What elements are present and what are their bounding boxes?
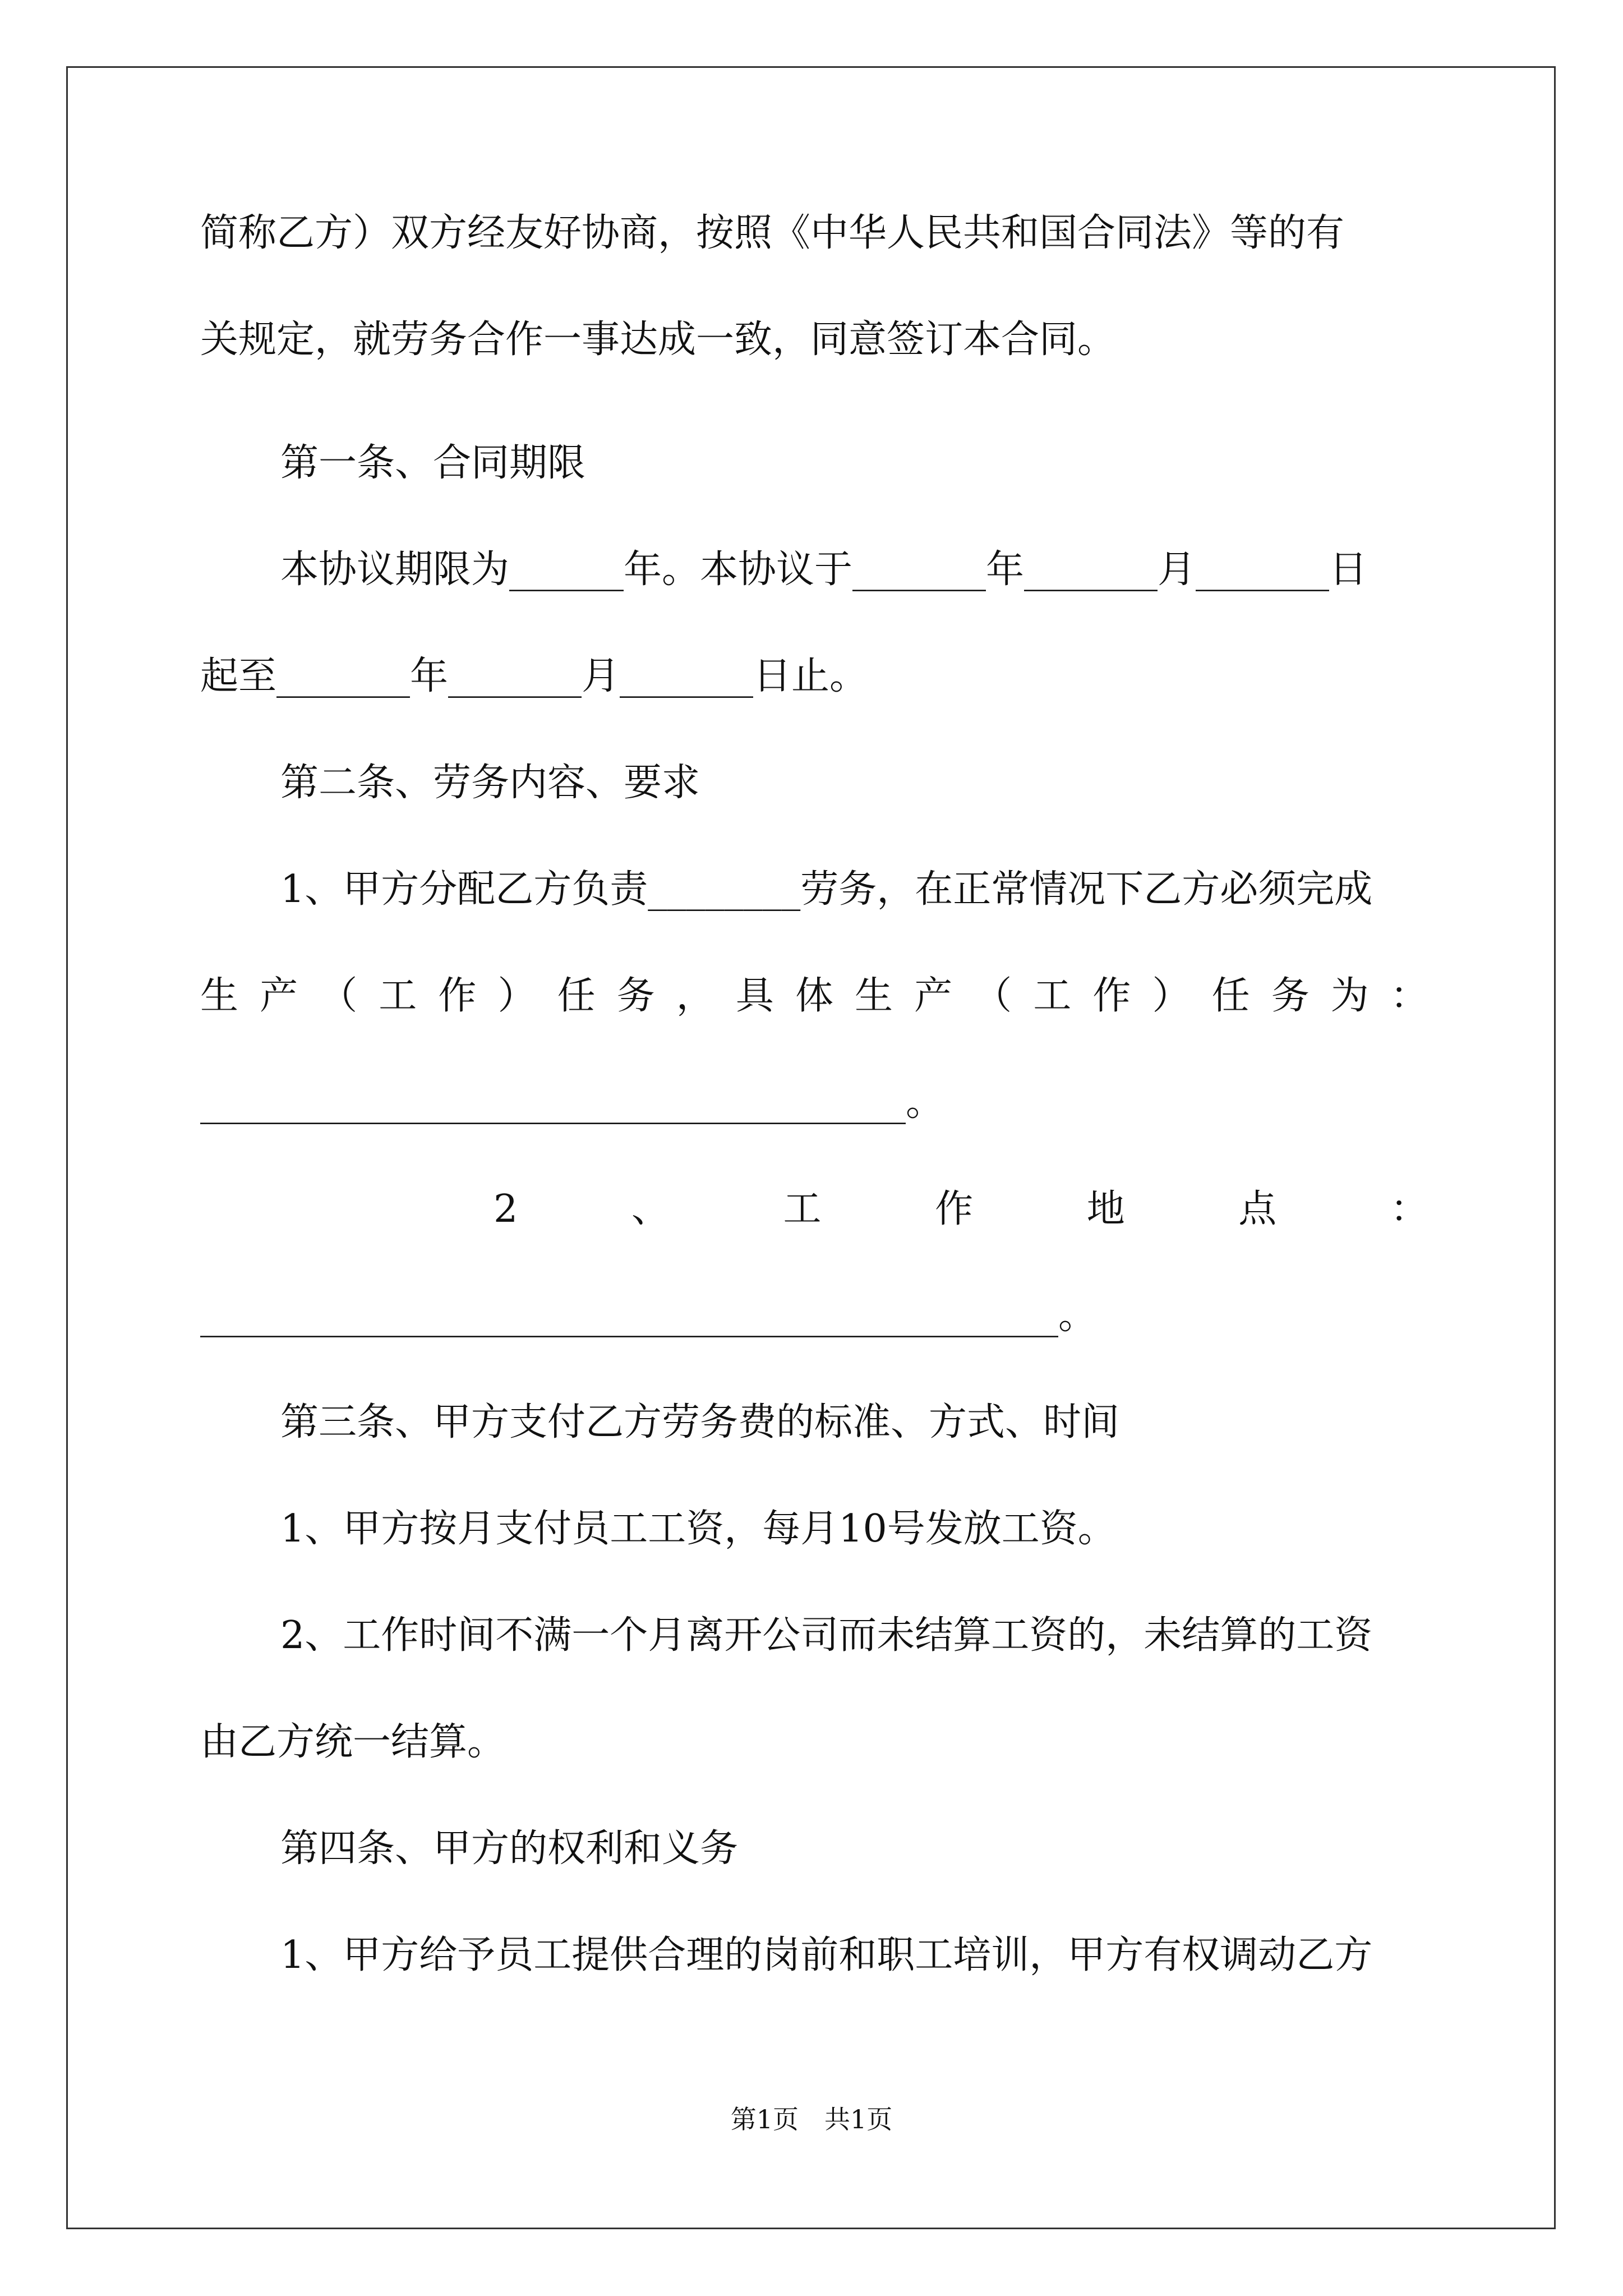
paragraph-line: 1、甲方给予员工提供合理的岗前和职工培训，甲方有权调动乙方 xyxy=(280,1933,1373,1977)
paragraph-line: 本协议期限为______年。本协议于_______年_______月_______日 xyxy=(280,547,1368,592)
paragraph-line: 2、工作时间不满一个月离开公司而未结算工资的，未结算的工资 xyxy=(280,1613,1373,1658)
blank-fill-line: _____________________________________。 xyxy=(200,1080,944,1125)
page-border xyxy=(66,66,1556,2229)
section-heading: 第一条、合同期限 xyxy=(280,441,586,485)
paragraph-line: 1、甲方按月支付员工工资，每月10号发放工资。 xyxy=(280,1507,1116,1551)
section-heading: 第三条、甲方支付乙方劳务费的标准、方式、时间 xyxy=(280,1400,1120,1444)
blank-fill-line: _____________________________________________。 xyxy=(200,1294,1097,1338)
paragraph-line: 起至_______年_______月_______日止。 xyxy=(200,654,868,698)
paragraph-line: 由乙方统一结算。 xyxy=(200,1720,506,1764)
spread-line-location: 2 、 工 作 地 点 ： xyxy=(494,1187,1428,1231)
section-heading: 第四条、甲方的权利和义务 xyxy=(280,1826,739,1871)
paragraph-line: 1、甲方分配乙方负责________劳务，在正常情况下乙方必须完成 xyxy=(280,867,1373,912)
page-footer: 第1页 共1页 xyxy=(730,2104,893,2134)
paragraph-line: 关规定，就劳务合作一事达成一致，同意签订本合同。 xyxy=(200,318,1116,362)
section-heading: 第二条、劳务内容、要求 xyxy=(280,761,700,805)
spread-line-task: 生 产 （ 工 作 ） 任 务 ， 具 体 生 产 （ 工 作 ） 任 务 为 ： xyxy=(200,974,1428,1018)
paragraph-line: 简称乙方）双方经友好协商，按照《中华人民共和国合同法》等的有 xyxy=(200,211,1345,255)
